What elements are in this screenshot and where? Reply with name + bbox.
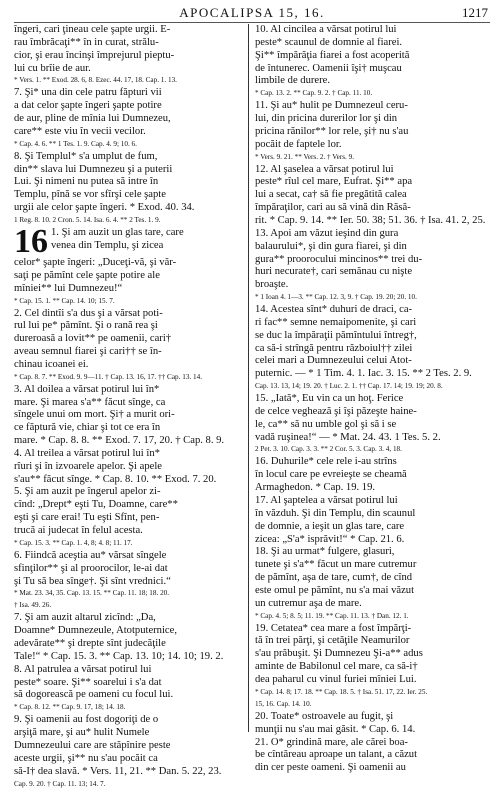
- verse-line: lui, din pricina durerilor lor şi din: [255, 113, 398, 125]
- cross-reference: * Cap. 8. 12. ** Cap. 9. 17, 18; 14. 18.: [14, 703, 126, 712]
- verse-line: 8. Al patrulea a vărsat potirul lui: [14, 663, 152, 675]
- verse-line: adevărate** şi drepte sînt judecăţile: [14, 638, 166, 650]
- cross-reference: 1 Reg. 8. 10. 2 Cron. 5. 14. Isa. 6. 4. ** 2 Tes. 1. 9.: [14, 215, 161, 224]
- verse-line: huri necurate†, cari semănau cu nişte: [255, 266, 413, 278]
- verse-line: 7. Şi am auzit altarul zicînd: „Da,: [14, 612, 156, 624]
- verse-line: ri fac** semne nemaipomenite, şi cari: [255, 316, 417, 328]
- verse-line: de pămînt, aşa de tare, cum†, de cînd: [255, 572, 413, 584]
- verse-line: de aur, pline de mînia lui Dumnezeu,: [14, 113, 171, 125]
- verse-line: mare. Şi marea s'a** făcut sînge, ca: [14, 396, 166, 408]
- verse-line: să dogorească pe oameni cu focul lui.: [14, 689, 174, 701]
- verse-line: 10. Al cincilea a vărsat potirul lui: [255, 24, 397, 35]
- verse-line: 2. Cel dintîi s'a dus şi a vărsat poti-: [14, 307, 163, 319]
- verse-line: Şi** împărăţia fiarei a fost acoperită: [255, 49, 410, 61]
- cross-reference: * Mat. 23. 34, 35. Cap. 13. 15. ** Cap. 11. 18; 18. 20.: [14, 589, 170, 598]
- verse-line: din cer peste oameni. Şi oamenii au: [255, 762, 406, 774]
- header-rule: [14, 22, 490, 23]
- verse-line: 9. Şi oamenii au fost dogoriţi de o: [14, 714, 159, 726]
- verse-line: ce făptură vie, chiar şi tot ce era în: [14, 422, 161, 434]
- cross-reference: Cap. 13. 13, 14; 19. 20. † Luc. 2. 1. †† Cap. 17. 14; 19. 19; 20. 8.: [255, 382, 443, 391]
- verse-line: peste* scaunul de domnie al fiarei.: [255, 36, 403, 48]
- verse-line: celei mari a Dumnezeului celui Atot-: [255, 355, 412, 367]
- verse-line: 5. Şi am auzit pe îngerul apelor zi-: [14, 486, 161, 498]
- verse-line: peste* rîul cel mare, Eufrat. Şi** apa: [255, 176, 413, 188]
- verse-line: ca să-i strîngă pentru războiul†† zilei: [255, 342, 413, 354]
- verse-line: limbile de durere.: [255, 75, 331, 87]
- verse-line: s'au prăbuşit. Şi Dumnezeu Şi-a** adus: [255, 648, 423, 660]
- verse-line: s'au** făcut sînge. * Cap. 8. 10. ** Exod. 7. 20.: [14, 473, 217, 485]
- verse-line: de celce veghează şi îşi păzeşte haine-: [255, 405, 417, 417]
- verse-line: chinau icoanei ei.: [14, 358, 89, 370]
- verse-line: din** slava lui Dumnezeu şi a puterii: [14, 163, 173, 175]
- verse-line: le, ca** să nu umble gol şi să i se: [255, 418, 397, 430]
- verse-line: balaurului*, şi din gura fiarei, şi din: [255, 240, 407, 252]
- verse-line: rau îmbrăcaţi** în in curat, strălu-: [14, 36, 159, 48]
- verse-line: 7. Şi* una din cele patru făpturi vii: [14, 87, 162, 99]
- page-header: [14, 5, 490, 22]
- verse-line: mare. * Cap. 8. 8. ** Exod. 7. 17, 20. † Cap. 8. 9.: [14, 435, 225, 447]
- verse-line: de întunerec. Oamenii îşi† muşcau: [255, 62, 402, 74]
- cross-reference: * Vers. 9. 21. ** Vers. 2. † Vers. 9.: [255, 152, 355, 161]
- verse-line: pocăit de faptele lor.: [255, 138, 342, 150]
- verse-line: dea paharul cu vinul furiei mîniei Lui.: [255, 673, 417, 685]
- verse-line: sfinţilor** şi al proorocilor, le-ai dat: [14, 562, 168, 574]
- verse-line: în locul care pe evreieşte se cheamă: [255, 469, 407, 481]
- verse-line: aceste urgii, şi** nu s'au pocăit ca: [14, 752, 158, 764]
- verse-line: 3. Al doilea a vărsat potirul lui în*: [14, 383, 160, 395]
- verse-line: peste* soare. Şi** soarelui i s'a dat: [14, 676, 162, 688]
- verse-line: puternic. — * 1 Tim. 4. 1. Iac. 3. 15. ** 2 Tes. 2. 9.: [255, 368, 472, 380]
- cross-reference: 2 Pet. 3. 10. Cap. 3. 3. ** 2 Cor. 5. 3. Cap. 3. 4, 18.: [255, 445, 402, 454]
- verse-line: arşiţă mare, şi au* hulit Numele: [14, 727, 150, 739]
- verse-line: tă în trei părţi, şi cetăţile Neamurilor: [255, 635, 410, 647]
- verse-line: 8. Şi Templul* s'a umplut de fum,: [14, 150, 158, 162]
- verse-line: 6. Fiindcă aceştia au* vărsat sîngele: [14, 549, 167, 561]
- verse-line: gura** proorocului mincinos** trei du-: [255, 253, 423, 265]
- verse-line: cior, şi erau încinşi împrejurul pieptu-: [14, 49, 175, 61]
- verse-line: Tale!“ * Cap. 15. 3. ** Cap. 13. 10; 14. 10; 19. 2.: [14, 650, 224, 662]
- verse-line: lui cu brîie de aur.: [14, 62, 91, 74]
- verse-line: împăraţilor, cari au să vină din Răsă-: [255, 202, 411, 214]
- verse-line: venea din Templu, şi zicea: [51, 239, 164, 251]
- verse-line: rîuri şi în izvoarele apelor. Şi apele: [14, 460, 162, 472]
- verse-line: mîniei** lui Dumnezeu!“: [14, 282, 123, 294]
- verse-line: 11. Şi au* hulit pe Dumnezeul ceru-: [255, 100, 408, 112]
- verse-line: 19. Cetatea* cea mare a fost împărţi-: [255, 622, 412, 634]
- verse-line: lui a secat, ca† să fie pregătită calea: [255, 189, 407, 201]
- cross-reference: * Vers. 1. ** Exod. 28. 6, 8. Ezec. 44. 17, 18. Cap. 1. 13.: [14, 76, 177, 85]
- verse-line: vadă ruşinea!“ — * Mat. 24. 43. 1 Tes. 5. 2.: [255, 431, 441, 443]
- verse-line: zicea: „S'a* isprăvit!“ * Cap. 21. 6.: [255, 533, 405, 545]
- verse-line: rit. * Cap. 9. 14. ** Ier. 50. 38; 51. 36. † Isa. 41. 2, 25.: [255, 214, 486, 226]
- verse-line: aveau semnul fiarei şi cari†† se în-: [14, 346, 162, 358]
- left-column: [14, 24, 242, 788]
- verse-line: şi Tu să bea sînge†. Şi sînt vrednici.“: [14, 575, 171, 587]
- verse-line: be cîntăreau aproape un talant, a căzut: [255, 749, 418, 761]
- verse-line: tunete şi s'a** făcut un mare cutremur: [255, 559, 417, 571]
- verse-line: se duc la împăraţii pămîntului întreg†,: [255, 329, 417, 341]
- verse-line: este omul pe pămînt, nu s'a mai văzut: [255, 584, 415, 596]
- verse-line: urgii ale celor şapte îngeri. * Exod. 40. 34.: [14, 202, 195, 214]
- verse-line: dureroasă a lovit** pe oamenii, cari†: [14, 333, 172, 345]
- cross-reference: * Cap. 13. 2. ** Cap. 9. 2. † Cap. 11. 10.: [255, 89, 373, 98]
- cross-reference: 15, 16. Cap. 14. 10.: [255, 699, 312, 708]
- right-column: [255, 24, 488, 774]
- verse-line: celor* şapte îngeri: „Duceţi-vă, şi văr-: [14, 256, 177, 268]
- cross-reference: * Cap. 8. 7. ** Exod. 9. 9—11. † Cap. 13. 16, 17. †† Cap. 13. 14.: [14, 372, 202, 381]
- verse-line: Armaghedon. * Cap. 19. 19.: [255, 482, 376, 494]
- cross-reference: Cap. 9. 20. † Cap. 11. 13; 14. 7.: [14, 779, 106, 788]
- verse-line: 20. Toate* ostroavele au fugit, şi: [255, 710, 394, 722]
- verse-line: eşti şi care erai! Tu eşti Sfînt, pen-: [14, 512, 160, 524]
- verse-line: 17. Al şaptelea a vărsat potirul lui: [255, 495, 398, 506]
- verse-line: rul lui pe* pămînt. Şi o rană rea şi: [14, 320, 158, 332]
- chapter-lines: [51, 227, 184, 253]
- cross-reference: † Isa. 49. 26.: [14, 601, 52, 610]
- cross-reference: * Cap. 4. 6. ** 1 Tes. 1. 9. Cap. 4. 9; 10. 6.: [14, 139, 137, 148]
- verse-line: în văzduh. Şi din Templu, din scaunul: [255, 507, 416, 519]
- verse-line: trucă ai judecat în felul acesta.: [14, 525, 143, 536]
- verse-line: sîngele unui om mort. Şi† a murit ori-: [14, 409, 175, 421]
- verse-line: Doamne* Dumnezeule, Atotputernice,: [14, 625, 177, 637]
- verse-line: 21. O* grindină mare, ale cărei boa-: [255, 736, 408, 748]
- chapter-number: 16: [14, 222, 48, 260]
- cross-reference: * Cap. 4. 5; 8. 5; 11. 19. ** Cap. 11. 13. † Dan. 12. 1.: [255, 611, 409, 620]
- column-divider: [248, 24, 249, 732]
- verse-line: 16. Duhurile* cele rele i-au strîns: [255, 456, 397, 468]
- verse-line: 13. Apoi am văzut ieşind din gura: [255, 227, 399, 239]
- verse-line: 4. Al treilea a vărsat potirul lui în*: [14, 447, 160, 459]
- chapter-start: [14, 222, 242, 260]
- verse-line: Lui. Şi nimeni nu putea să intre în: [14, 176, 159, 188]
- verse-line: 15. „Iată*, Eu vin ca un hoţ. Ferice: [255, 393, 404, 405]
- verse-line: pricina rănilor** lor rele, şi† nu s'au: [255, 125, 409, 137]
- verse-line: munţii nu s'au mai găsit. * Cap. 6. 14.: [255, 723, 416, 735]
- verse-line: a dat celor şapte îngeri şapte potire: [14, 100, 162, 112]
- cross-reference: * Cap. 14. 8; 17. 18. ** Cap. 18. 5. † Isa. 51. 17, 22. Ier. 25.: [255, 687, 428, 696]
- verse-line: să-I† dea slavă. * Vers. 11, 21. ** Dan. 5. 22, 23.: [14, 765, 222, 777]
- verse-line: broaşte.: [255, 279, 289, 291]
- verse-line: Templu, pînă se vor sfîrşi cele şapte: [14, 189, 166, 201]
- verse-line: cînd: „Drept* eşti Tu, Doamne, care**: [14, 499, 178, 511]
- verse-line: Dumnezeului care are stăpînire peste: [14, 739, 171, 751]
- page-number: 1217: [462, 5, 488, 20]
- verse-line: saţi pe pămînt cele şapte potire ale: [14, 269, 160, 281]
- cross-reference: * Cap. 15. 1. ** Cap. 14. 10; 15. 7.: [14, 296, 115, 305]
- cross-reference: * Cap. 15. 3. ** Cap. 1. 4, 8; 4. 8; 11. 17.: [14, 538, 133, 547]
- running-title: APOCALIPSA 15, 16.: [179, 5, 325, 20]
- verse-line: aminte de Babilonul cel mare, ca să-i†: [255, 661, 418, 673]
- verse-line: 1. Şi am auzit un glas tare, care: [51, 226, 184, 238]
- verse-line: 14. Acestea sînt* duhuri de draci, ca-: [255, 304, 413, 316]
- verse-line: un cutremur aşa de mare.: [255, 597, 362, 609]
- cross-reference: * 1 Ioan 4. 1—3. ** Cap. 12. 3, 9. † Cap. 19. 20; 20. 10.: [255, 293, 417, 302]
- verse-line: îngeri, cari ţineau cele şapte urgii. E-: [14, 24, 171, 35]
- verse-line: 18. Şi au urmat* fulgere, glasuri,: [255, 546, 395, 558]
- verse-line: de domnie, a ieşit un glas tare, care: [255, 520, 405, 532]
- verse-line: 12. Al şaselea a vărsat potirul lui: [255, 163, 394, 175]
- verse-line: care** este viu în vecii vecilor.: [14, 125, 146, 137]
